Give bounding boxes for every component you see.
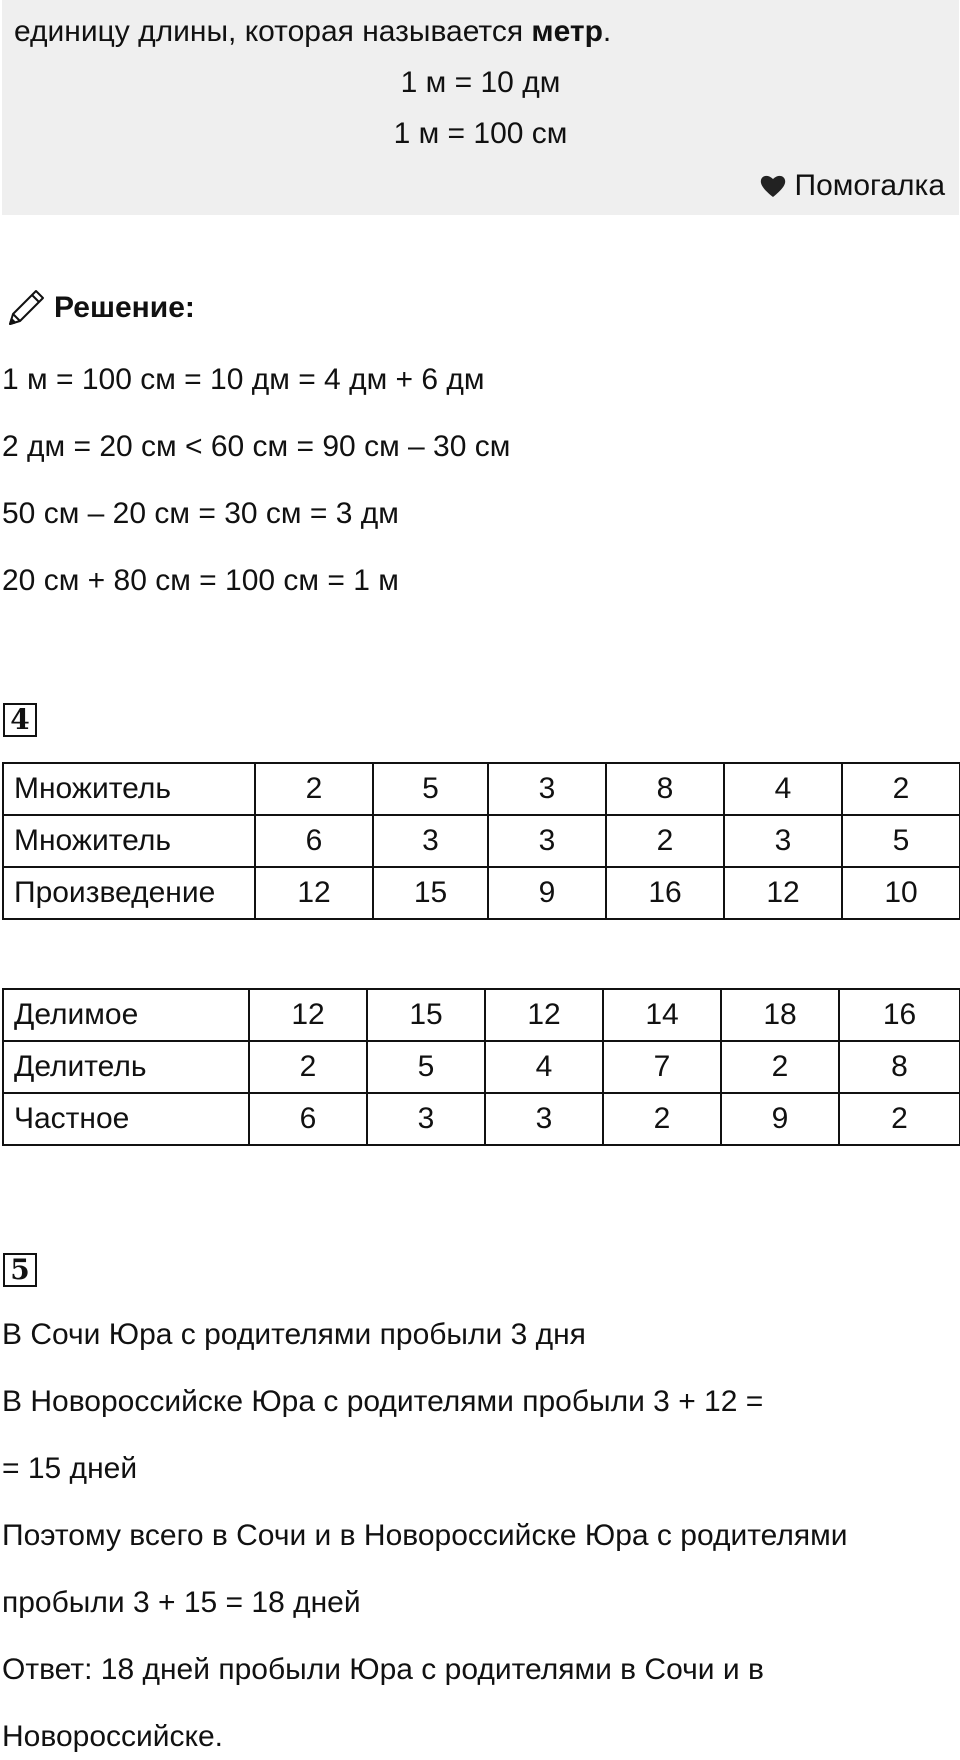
pencil-icon	[4, 286, 48, 330]
solution-line: 50 см – 20 см = 30 см = 3 дм	[2, 497, 399, 530]
table-cell: 4	[485, 1041, 603, 1093]
table-row	[3, 989, 960, 1041]
table-cell: 12	[724, 867, 842, 919]
table-cell: 5	[842, 815, 960, 867]
hint-source[interactable]	[759, 164, 946, 208]
table-cell: 6	[249, 1093, 367, 1145]
table-cell: 2	[606, 815, 724, 867]
task-number: 5	[3, 1253, 37, 1287]
table-cell: 12	[485, 989, 603, 1041]
solution-line: 20 см + 80 см = 100 см = 1 м	[2, 564, 399, 597]
table-cell: 3	[724, 815, 842, 867]
row-header: Произведение	[3, 867, 255, 919]
answer-line: пробыли 3 + 15 = 18 дней	[2, 1586, 361, 1619]
table-cell: 2	[721, 1041, 839, 1093]
table-cell: 15	[373, 867, 488, 919]
answer-line: = 15 дней	[2, 1452, 138, 1485]
solution-line: 1 м = 100 см = 10 дм = 4 дм + 6 дм	[2, 363, 485, 396]
hint-text: единицу длины, которая называется метр.	[14, 15, 612, 48]
table-row	[3, 867, 960, 919]
heart-icon	[759, 173, 787, 199]
table-cell: 16	[606, 867, 724, 919]
source-label: Помогалка	[794, 169, 945, 202]
table-row	[3, 1093, 960, 1145]
table-cell: 3	[373, 815, 488, 867]
table-row	[3, 815, 960, 867]
table-cell: 18	[721, 989, 839, 1041]
table-cell: 2	[249, 1041, 367, 1093]
answer-line: Поэтому всего в Сочи и в Новороссийске Юра с родителями	[2, 1519, 848, 1552]
row-header: Частное	[3, 1093, 249, 1145]
table-cell: 12	[255, 867, 373, 919]
table-cell: 9	[488, 867, 606, 919]
table-cell: 3	[367, 1093, 485, 1145]
table-cell: 7	[603, 1041, 721, 1093]
table-cell: 5	[373, 763, 488, 815]
table-cell: 12	[249, 989, 367, 1041]
answer-line: Ответ: 18 дней пробыли Юра с родителями в Сочи и в	[2, 1653, 764, 1686]
table-cell: 3	[488, 763, 606, 815]
multiplication-table	[2, 762, 960, 920]
table-cell: 15	[367, 989, 485, 1041]
row-header: Множитель	[3, 815, 255, 867]
table-cell: 2	[255, 763, 373, 815]
row-header: Делимое	[3, 989, 249, 1041]
table-cell: 8	[839, 1041, 960, 1093]
table-cell: 5	[367, 1041, 485, 1093]
table-cell: 8	[606, 763, 724, 815]
table-cell: 3	[488, 815, 606, 867]
table-cell: 10	[842, 867, 960, 919]
table-cell: 16	[839, 989, 960, 1041]
table-cell: 14	[603, 989, 721, 1041]
division-table	[2, 988, 960, 1146]
table-cell: 9	[721, 1093, 839, 1145]
hint-formula: 1 м = 100 см	[393, 117, 568, 150]
solution-heading-label: Решение:	[54, 291, 195, 324]
hint-box	[2, 0, 959, 215]
row-header: Делитель	[3, 1041, 249, 1093]
table-cell: 6	[255, 815, 373, 867]
table-row	[3, 763, 960, 815]
table-row	[3, 1041, 960, 1093]
task-number: 4	[3, 703, 37, 737]
answer-line: В Сочи Юра с родителями пробыли 3 дня	[2, 1318, 586, 1351]
table-cell: 2	[603, 1093, 721, 1145]
table-cell: 3	[485, 1093, 603, 1145]
table-cell: 4	[724, 763, 842, 815]
hint-term: метр	[531, 15, 603, 48]
table-cell: 2	[839, 1093, 960, 1145]
solution-line: 2 дм = 20 см < 60 см = 90 см – 30 см	[2, 430, 511, 463]
hint-formula: 1 м = 10 дм	[400, 66, 561, 99]
solution-heading	[4, 286, 195, 330]
row-header: Множитель	[3, 763, 255, 815]
answer-line: В Новороссийске Юра с родителями пробыли 3 + 12 =	[2, 1385, 764, 1418]
answer-line: Новороссийске.	[2, 1720, 224, 1753]
table-cell: 2	[842, 763, 960, 815]
